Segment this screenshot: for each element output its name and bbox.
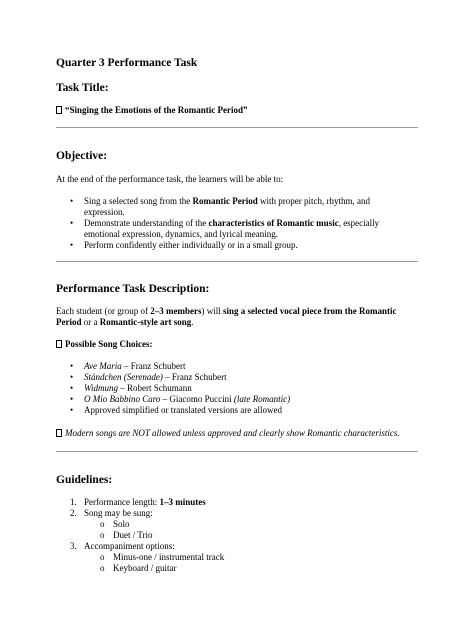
bullet-icon: • — [70, 383, 74, 393]
guideline-subitem — [100, 552, 414, 563]
guideline-item — [70, 497, 414, 508]
sub-bullet-icon: o — [100, 552, 105, 562]
song-title: O Mio Babbino Caro — [84, 394, 161, 404]
song-choices-label — [56, 339, 153, 350]
guideline-bold: 1–3 minutes — [159, 497, 206, 507]
song-composer: Approved simplified or translated versions are allowed — [84, 405, 282, 415]
objective-item-text: emotional expression, dynamics, and lyrical meaning. — [84, 229, 278, 239]
task-title-line — [56, 105, 248, 116]
bullet-icon: • — [70, 196, 74, 206]
guideline-subitem — [100, 563, 414, 574]
list-number: 1. — [70, 497, 77, 507]
description-bold: Period — [56, 317, 82, 327]
description-heading: Performance Task Description: — [56, 283, 210, 295]
description-text: or a — [81, 317, 100, 327]
objective-item-text: Sing a selected song from the — [84, 196, 193, 206]
divider — [56, 261, 418, 262]
guideline-subitem — [100, 530, 414, 541]
checkbox-icon — [56, 429, 62, 437]
list-number: 3. — [70, 541, 77, 551]
song-composer: – Franz Schubert — [162, 372, 227, 382]
guideline-text: Song may be sung: — [84, 508, 153, 518]
objective-item — [70, 218, 414, 240]
song-item — [70, 405, 414, 416]
objective-intro: At the end of the performance task, the learners will be able to: — [56, 174, 284, 184]
guideline-subitem-text: Duet / Trio — [113, 530, 153, 540]
bullet-icon: • — [70, 240, 74, 250]
objective-item-text: Perform confidently either individually or in a small group. — [84, 240, 298, 250]
objective-item-bold: Romantic Period — [192, 196, 258, 206]
description-text: Each student (or group of — [56, 306, 151, 316]
objective-item-text: Demonstrate understanding of the — [84, 218, 209, 228]
song-item — [70, 361, 414, 372]
song-choices-label-text: Possible Song Choices: — [65, 339, 153, 349]
song-item — [70, 383, 414, 394]
list-number: 2. — [70, 508, 77, 518]
description-bold: sing a selected vocal piece from the Romantic — [222, 306, 397, 316]
document-title: Quarter 3 Performance Task — [56, 57, 198, 69]
song-title: Ave Maria — [84, 361, 122, 371]
objective-list — [70, 196, 414, 251]
description-bold: 2–3 members — [150, 306, 202, 316]
song-list — [70, 361, 414, 416]
objective-item-text: with proper pitch, rhythm, and — [257, 196, 370, 206]
modern-songs-note — [56, 428, 400, 439]
objective-item — [70, 240, 414, 251]
guideline-text: Performance length: — [84, 497, 160, 507]
objective-item-bold: characteristics of Romantic music — [208, 218, 339, 228]
task-title-text: “Singing the Emotions of the Romantic Period” — [65, 105, 248, 115]
description-text: . — [191, 317, 194, 327]
song-item — [70, 372, 414, 383]
task-title-label: Task Title: — [56, 82, 109, 94]
sub-bullet-icon: o — [100, 530, 105, 540]
description-bold: Romantic-style art song — [99, 317, 192, 327]
checkbox-icon — [56, 106, 62, 114]
objective-heading: Objective: — [56, 150, 108, 162]
guideline-subitem-text: Keyboard / guitar — [113, 563, 177, 573]
sub-bullet-icon: o — [100, 519, 105, 529]
objective-item — [70, 196, 414, 218]
bullet-icon: • — [70, 372, 74, 382]
guideline-text: Accompaniment options: — [84, 541, 175, 551]
guideline-item — [70, 541, 414, 552]
objective-item-text: , especially — [338, 218, 380, 228]
checkbox-icon — [56, 340, 62, 348]
bullet-icon: • — [70, 394, 74, 404]
bullet-icon: • — [70, 361, 74, 371]
divider — [56, 451, 418, 452]
song-title: Widmung — [84, 383, 119, 393]
song-title: Ständchen (Serenade) — [84, 372, 163, 382]
bullet-icon: • — [70, 218, 74, 228]
description-text: ) will — [201, 306, 223, 316]
guideline-subitem — [100, 519, 414, 530]
sub-bullet-icon: o — [100, 563, 105, 573]
bullet-icon: • — [70, 405, 74, 415]
guideline-subitem-text: Solo — [113, 519, 130, 529]
modern-songs-note-text: Modern songs are NOT allowed unless approved and clearly show Romantic characteristics. — [65, 428, 400, 438]
song-item — [70, 394, 414, 405]
guidelines-list — [70, 497, 414, 574]
objective-item-text: expression. — [84, 207, 125, 217]
song-composer: – Franz Schubert — [121, 361, 186, 371]
song-composer: – Robert Schumann — [118, 383, 192, 393]
guideline-item — [70, 508, 414, 519]
divider — [56, 127, 418, 128]
guideline-subitem-text: Minus-one / instrumental track — [113, 552, 225, 562]
description-paragraph — [56, 306, 397, 328]
song-note: (late Romantic) — [233, 394, 291, 404]
guidelines-heading: Guidelines: — [56, 474, 113, 486]
song-composer: – Giacomo Puccini — [160, 394, 234, 404]
